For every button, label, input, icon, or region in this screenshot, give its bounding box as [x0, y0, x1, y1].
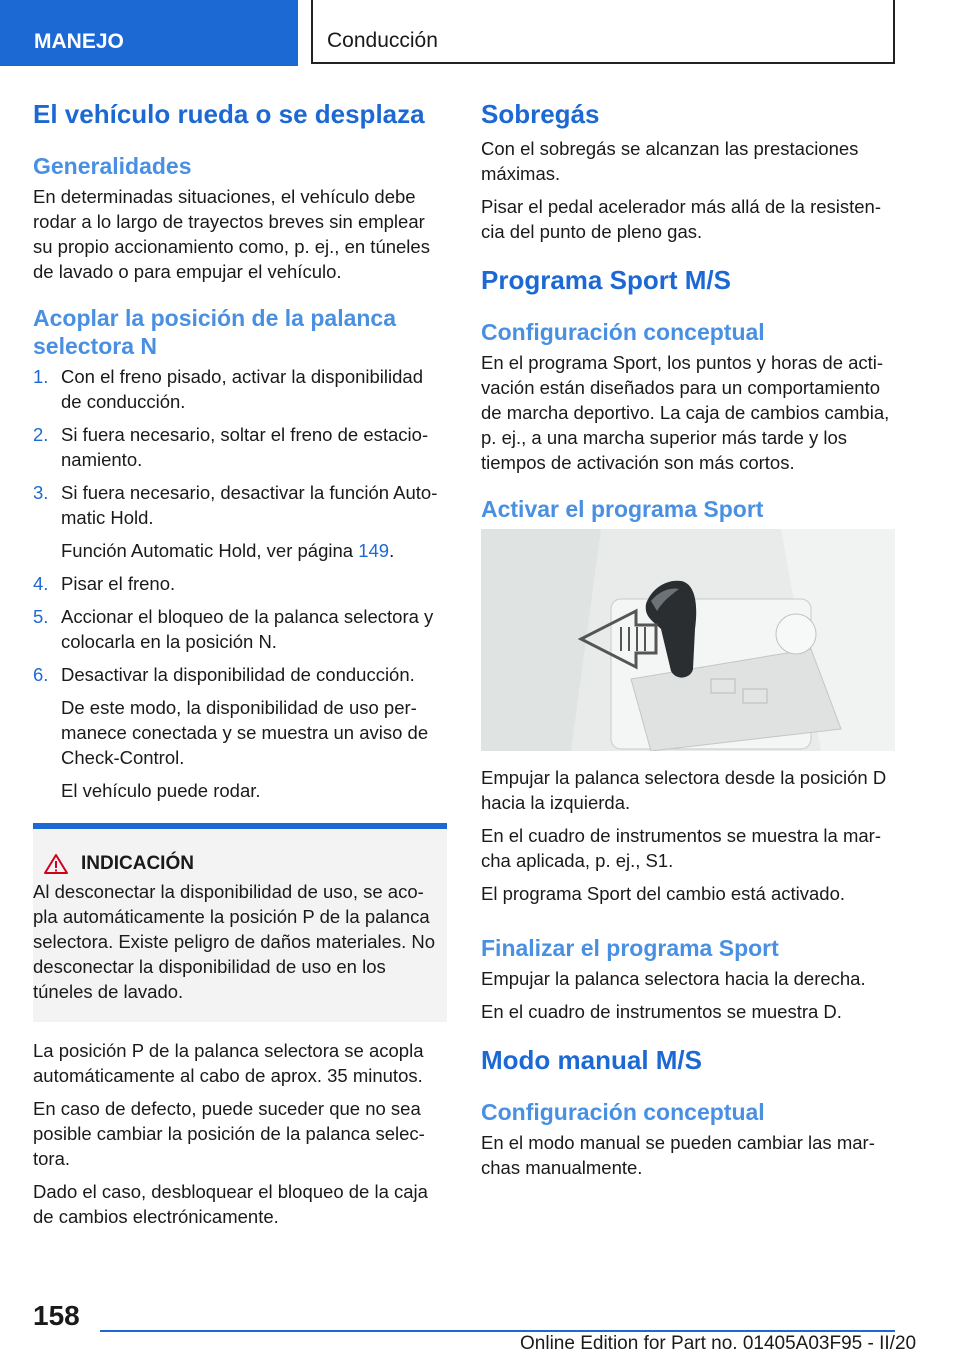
section-tab: MANEJO: [0, 0, 298, 66]
end-text-1: Empujar la palanca selectora hacia la derecha.: [481, 968, 866, 989]
kickdown-title: Sobregás: [481, 99, 600, 129]
warning-triangle-icon: [43, 853, 69, 875]
sport-concept-text: En el programa Sport, los puntos y horas de activación están diseñados para un comportamiento de marcha deportivo. La caja de cambios cambia, p. ej., a una marcha superior más tarde y los tiempos de activación son más cortos.: [481, 352, 890, 473]
kickdown-text-2: Pisar el pedal acelerador más allá de la resistencia del punto de pleno gas.: [481, 196, 882, 242]
end-sport-heading: Finalizar el programa Sport: [481, 935, 779, 961]
chapter-header: Conducción: [311, 0, 895, 64]
warning-text: Al desconectar la disponibilidad de uso, se acopla automáticamente la posición P de la palanca selectora. Existe peligro de daños materiales. No desconectar la disponibilidad de uso en los túneles de lavado.: [33, 881, 436, 1002]
step-text: Si fuera necesario, soltar el freno de estacionamiento.: [61, 424, 429, 470]
rolling-title: El vehículo rueda o se desplaza: [33, 99, 425, 129]
manual-concept-text: En el modo manual se pueden cambiar las marchas manualmente.: [481, 1132, 875, 1178]
step-5: [33, 604, 447, 654]
sport-concept-heading: Configuración conceptual: [481, 319, 765, 345]
step-number: 3.: [33, 482, 49, 503]
step-6-note-1: De este modo, la disponibilidad de uso permanece conectada y se muestra un aviso de Check-Control.: [61, 697, 429, 768]
manual-concept-heading: Configuración conceptual: [481, 1099, 765, 1125]
edition-note: Online Edition for Part no. 01405A03F95 - II/20: [520, 1333, 917, 1354]
step-6: [33, 662, 447, 687]
page-number: 158: [33, 1300, 80, 1331]
step-3: [33, 480, 447, 530]
step-number: 6.: [33, 664, 49, 685]
step-text: Si fuera necesario, desactivar la función Automatic Hold.: [61, 482, 438, 528]
neutral-steps: [33, 364, 447, 530]
footer-divider: [100, 1330, 895, 1332]
neutral-heading: Acoplar la posición de la palanca selectora N: [33, 305, 397, 359]
warning-title: INDICACIÓN: [81, 853, 194, 874]
step-4: [33, 571, 447, 596]
step-text: Con el freno pisado, activar la disponibilidad de conducción.: [61, 366, 423, 412]
step-2: [33, 422, 447, 472]
general-text: En determinadas situaciones, el vehículo debe rodar a lo largo de trayectos breves sin emplear su propio accionamiento como, p. ej., en túneles de lavado o para empujar el vehículo.: [33, 186, 430, 282]
after-text-2: En caso de defecto, puede suceder que no sea posible cambiar la posición de la palanca selectora.: [33, 1098, 425, 1169]
manual-title: Modo manual M/S: [481, 1045, 702, 1075]
after-text-3: Dado el caso, desbloquear el bloqueo de la caja de cambios electrónicamente.: [33, 1181, 428, 1227]
step-number: 5.: [33, 606, 49, 627]
step-number: 1.: [33, 366, 49, 387]
warning-box: [33, 823, 447, 1022]
step-1: [33, 364, 447, 414]
step-text: Accionar el bloqueo de la palanca selectora y colocarla en la posición N.: [61, 606, 434, 652]
step-text: Desactivar la disponibilidad de conducción.: [61, 664, 415, 685]
step-6-note-2: El vehículo puede rodar.: [61, 780, 261, 801]
after-text-1: La posición P de la palanca selectora se acopla automáticamente al cabo de aprox. 35 minutos.: [33, 1040, 424, 1086]
end-text-2: En el cuadro de instrumentos se muestra D.: [481, 1001, 842, 1022]
note-suffix: .: [389, 540, 395, 561]
general-heading: Generalidades: [33, 153, 192, 179]
step-number: 4.: [33, 573, 49, 594]
right-column: [481, 98, 895, 1188]
page-link[interactable]: 149: [358, 540, 390, 561]
activate-text-3: El programa Sport del cambio está activado.: [481, 883, 846, 904]
activate-text-1: Empujar la palanca selectora desde la posición D hacia la izquierda.: [481, 767, 887, 813]
left-column: [33, 98, 447, 1237]
activate-sport-heading: Activar el programa Sport: [481, 496, 764, 522]
kickdown-text-1: Con el sobregás se alcanzan las prestaciones máximas.: [481, 138, 859, 184]
gear-selector-illustration: [481, 529, 895, 751]
activate-text-2: En el cuadro de instrumentos se muestra la marcha aplicada, p. ej., S1.: [481, 825, 881, 871]
gear-selector-image: [481, 529, 895, 751]
step-text: Pisar el freno.: [61, 573, 176, 594]
neutral-steps-cont: [33, 571, 447, 687]
sport-title: Programa Sport M/S: [481, 265, 731, 295]
step-3-note: [33, 538, 447, 563]
note-text: Función Automatic Hold, ver página: [61, 540, 359, 561]
warning-header: [33, 853, 437, 875]
step-number: 2.: [33, 424, 49, 445]
